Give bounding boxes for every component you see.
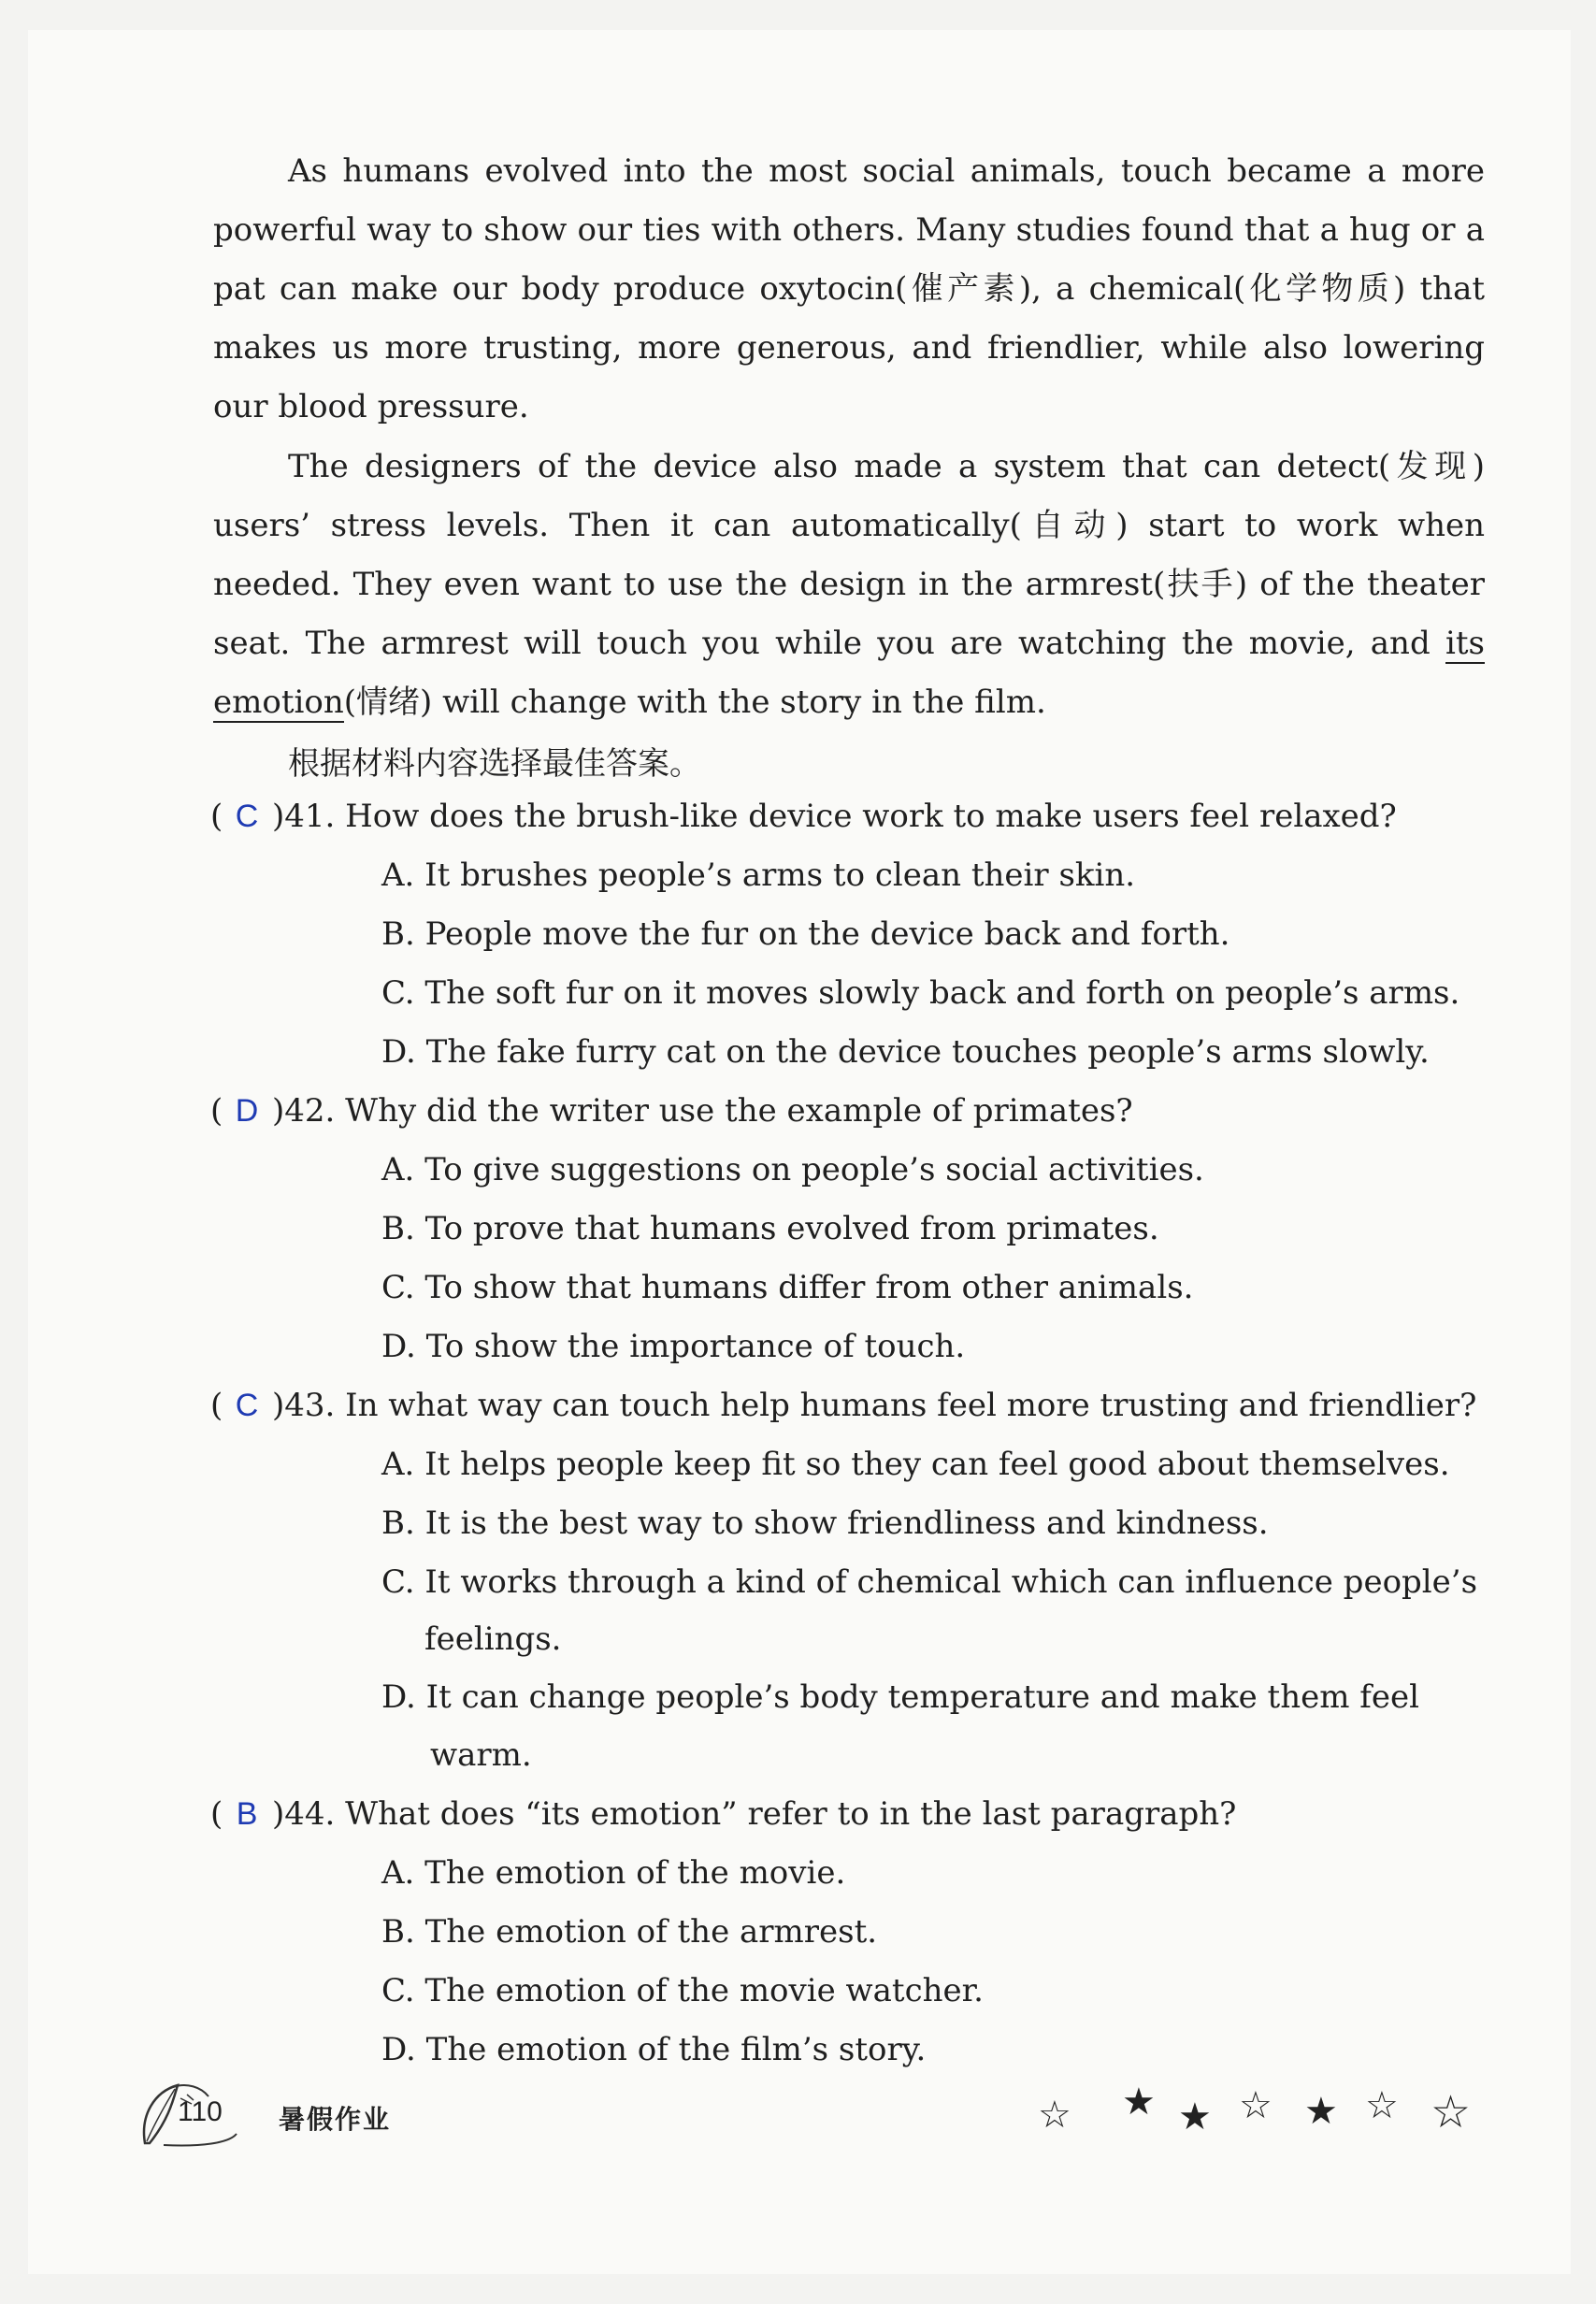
q43-option-d: D. It can change people’s body temperature and make them feel (381, 1678, 1419, 1716)
star-outline-icon: ☆ (1365, 2084, 1399, 2127)
q41-option-b: B. People move the fur on the device back and forth. (381, 915, 1230, 953)
q43-option-b: B. It is the best way to show friendliness and kindness. (381, 1505, 1269, 1542)
question-42-stem: )42. Why did the writer use the example of primates? (272, 1092, 1133, 1130)
answer-paren: ( D (210, 1082, 272, 1141)
question-42 (210, 1082, 1501, 1141)
q42-option-c: C. To show that humans differ from other animals. (381, 1269, 1194, 1306)
passage-paragraph-1: As humans evolved into the most social animals, touch became a more powerful way to show our ties with others. Many studies found that a hug or a pat can make our body produce oxytocin(催产素), a chemical(化学物质) that makes us more trusting, more generous, and friendlier, while also lowering our blood pressure. (213, 152, 1485, 425)
star-filled-icon: ★ (1178, 2095, 1212, 2138)
q41-option-d: D. The fake furry cat on the device touches people’s arms slowly. (381, 1033, 1430, 1071)
q43-option-a: A. It helps people keep fit so they can feel good about themselves. (381, 1446, 1450, 1483)
answer-paren: ( C (210, 787, 272, 846)
question-41-stem: )41. How does the brush-like device work to make users feel relaxed? (272, 798, 1397, 835)
q43-option-c-continued: feelings. (424, 1620, 562, 1658)
instruction-text: 根据材料内容选择最佳答案。 (288, 745, 701, 783)
passage-p2-after: (情绪) will change with the story in the film. (343, 684, 1046, 721)
question-43 (210, 1376, 1501, 1435)
q41-option-a: A. It brushes people’s arms to clean their skin. (381, 857, 1136, 894)
underlined-its-emotion: its emotion (213, 625, 1485, 721)
question-44-stem: )44. What does “its emotion” refer to in the last paragraph? (272, 1795, 1237, 1833)
answer-paren: ( C (210, 1376, 272, 1435)
q44-option-d: D. The emotion of the film’s story. (381, 2031, 927, 2068)
q42-option-b: B. To prove that humans evolved from primates. (381, 1210, 1159, 1247)
q44-option-c: C. The emotion of the movie watcher. (381, 1972, 984, 2009)
footer-label: 暑假作业 (279, 2104, 392, 2135)
star-outline-icon: ☆ (1239, 2084, 1272, 2127)
answer-43: C (235, 1388, 259, 1423)
answer-41: C (235, 799, 259, 834)
question-41 (210, 787, 1501, 846)
star-outline-icon: ☆ (1431, 2086, 1472, 2138)
q42-option-d: D. To show the importance of touch. (381, 1328, 966, 1365)
q43-option-c: C. It works through a kind of chemical which can influence people’s (381, 1563, 1478, 1601)
answer-42: D (235, 1093, 259, 1129)
question-43-stem: )43. In what way can touch help humans feel more trusting and friendlier? (272, 1387, 1477, 1424)
question-44 (210, 1785, 1501, 1844)
q44-option-a: A. The emotion of the movie. (381, 1854, 846, 1892)
q41-option-c: C. The soft fur on it moves slowly back and forth on people’s arms. (381, 974, 1460, 1012)
star-filled-icon: ★ (1304, 2090, 1338, 2133)
page-number: 110 (178, 2096, 223, 2127)
star-outline-icon: ☆ (1038, 2094, 1071, 2137)
q42-option-a: A. To give suggestions on people’s social activities. (381, 1151, 1204, 1188)
passage-p2-before: The designers of the device also made a system that can detect(发现) users’ stress levels. Then it can automatically(自动) start to work when needed. They even want to use the design in the armrest(扶手) of the theater seat. The armrest will touch you while you are watching the movie, and (213, 448, 1485, 662)
passage-paragraph-2 (213, 438, 1485, 732)
star-filled-icon: ★ (1122, 2081, 1156, 2124)
answer-paren: ( B (210, 1785, 272, 1844)
q44-option-b: B. The emotion of the armrest. (381, 1913, 878, 1951)
answer-44: B (236, 1796, 258, 1832)
q43-option-d-continued: warm. (430, 1736, 532, 1774)
